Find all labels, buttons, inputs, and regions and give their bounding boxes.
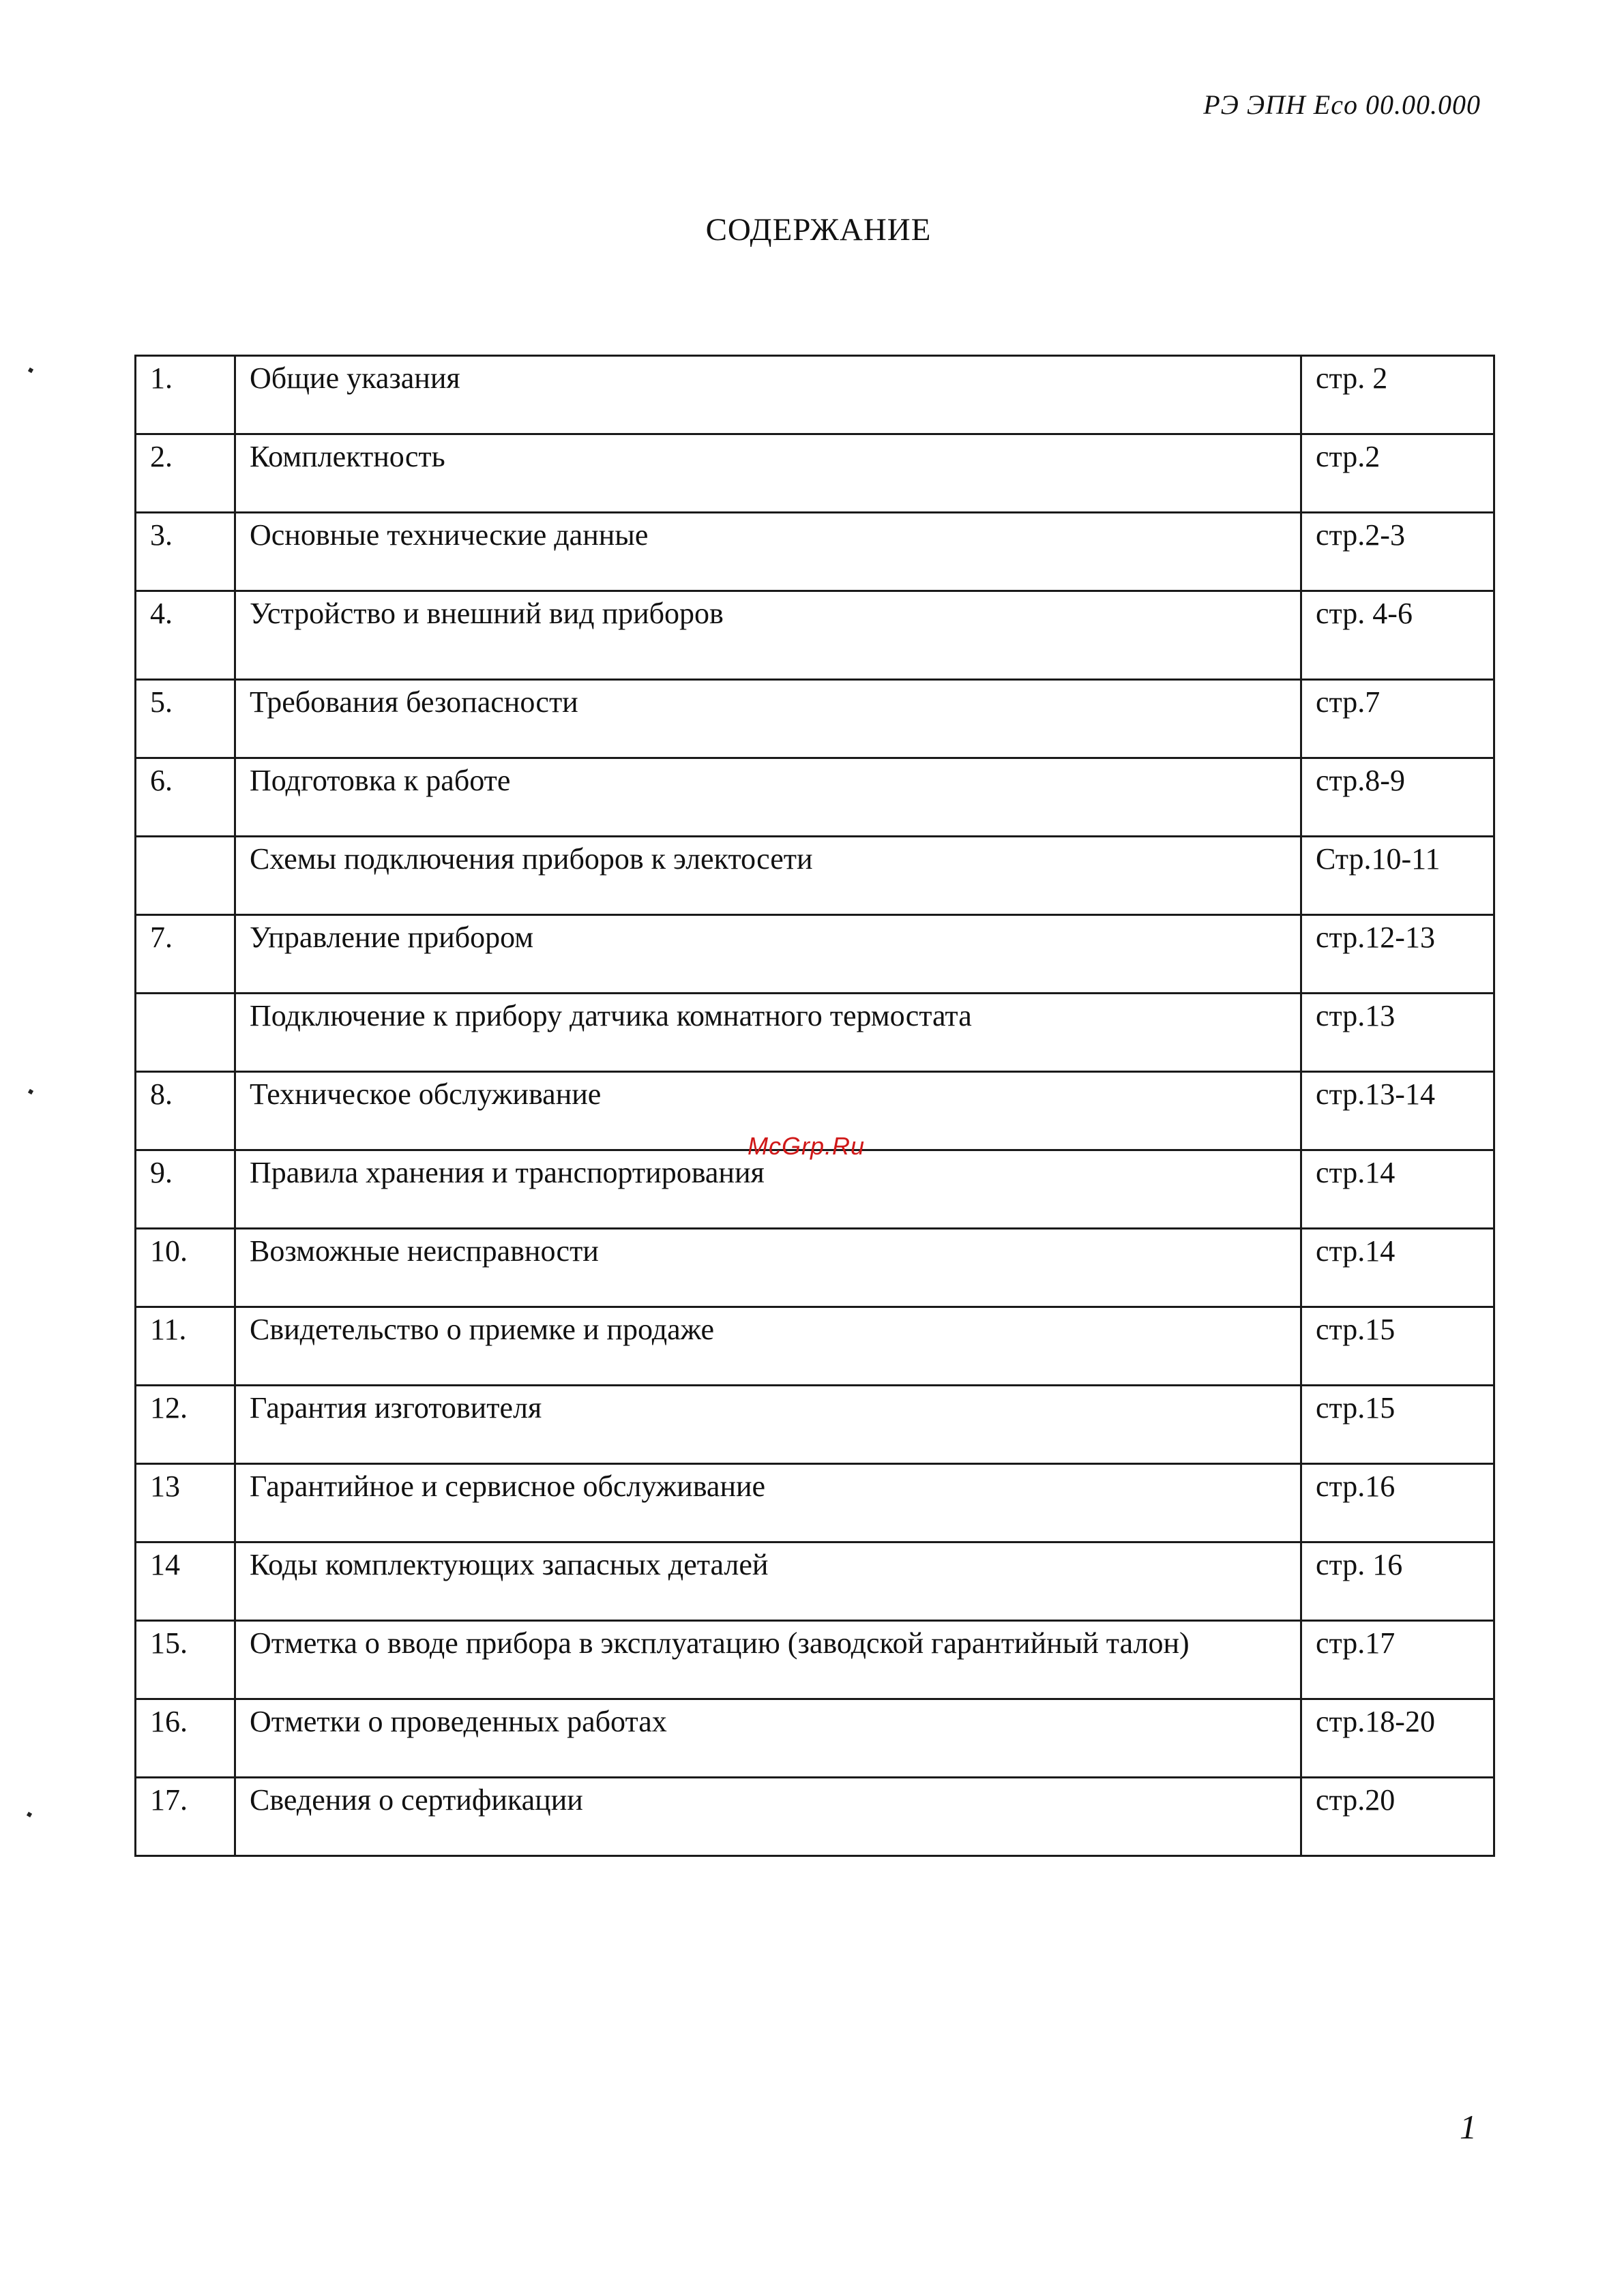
toc-row [136, 1542, 1494, 1621]
toc-number: 17. [136, 1778, 235, 1856]
toc-page: стр.13-14 [1301, 1072, 1494, 1150]
toc-number: 10. [136, 1229, 235, 1307]
toc-page: стр.14 [1301, 1229, 1494, 1307]
toc-page: стр.2 [1301, 434, 1494, 513]
scan-artifact [28, 368, 33, 373]
toc-title: Возможные неисправности [235, 1229, 1301, 1307]
toc-row [136, 1150, 1494, 1229]
toc-row [136, 513, 1494, 591]
toc-title: Устройство и внешний вид приборов [235, 591, 1301, 680]
toc-number: 1. [136, 356, 235, 434]
toc-page: стр.12-13 [1301, 915, 1494, 994]
toc-number: 5. [136, 680, 235, 758]
toc-page: стр. 4-6 [1301, 591, 1494, 680]
toc-row [136, 1229, 1494, 1307]
toc-title: Общие указания [235, 356, 1301, 434]
toc-row [136, 356, 1494, 434]
toc-page: стр.17 [1301, 1621, 1494, 1699]
toc-title: Гарантийное и сервисное обслуживание [235, 1464, 1301, 1542]
toc-title: Подготовка к работе [235, 758, 1301, 837]
toc-page: Стр.10-11 [1301, 837, 1494, 915]
toc-row [136, 1621, 1494, 1699]
toc-row [136, 1699, 1494, 1778]
toc-row [136, 1307, 1494, 1386]
toc-row [136, 1778, 1494, 1856]
toc-page: стр.16 [1301, 1464, 1494, 1542]
toc-number: 15. [136, 1621, 235, 1699]
toc-title: Подключение к прибору датчика комнатного термостата [235, 994, 1301, 1072]
toc-number: 8. [136, 1072, 235, 1150]
toc-number: 16. [136, 1699, 235, 1778]
toc-number: 4. [136, 591, 235, 680]
toc-row [136, 1464, 1494, 1542]
toc-row [136, 994, 1494, 1072]
toc-row [136, 837, 1494, 915]
toc-title: Основные технические данные [235, 513, 1301, 591]
toc-title: Требования безопасности [235, 680, 1301, 758]
toc-page: стр.20 [1301, 1778, 1494, 1856]
document-code: РЭ ЭПН Eco 00.00.000 [1203, 89, 1481, 120]
toc-title: Гарантия изготовителя [235, 1386, 1301, 1464]
toc-page: стр.13 [1301, 994, 1494, 1072]
toc-page: стр. 2 [1301, 356, 1494, 434]
toc-number: 7. [136, 915, 235, 994]
toc-row [136, 758, 1494, 837]
page-number: 1 [1460, 2108, 1477, 2146]
toc-page: стр.14 [1301, 1150, 1494, 1229]
scan-artifact [28, 1089, 33, 1094]
toc-number [136, 837, 235, 915]
toc-row [136, 1386, 1494, 1464]
toc-number: 14 [136, 1542, 235, 1621]
toc-title: Комплектность [235, 434, 1301, 513]
toc-title: Техническое обслуживание [235, 1072, 1301, 1150]
toc-number: 13 [136, 1464, 235, 1542]
toc-page: стр.18-20 [1301, 1699, 1494, 1778]
toc-page: стр. 16 [1301, 1542, 1494, 1621]
toc-page: стр.15 [1301, 1386, 1494, 1464]
toc-row [136, 591, 1494, 680]
table-of-contents [134, 355, 1495, 1857]
toc-title: Управление прибором [235, 915, 1301, 994]
toc-number: 3. [136, 513, 235, 591]
toc-page: стр.15 [1301, 1307, 1494, 1386]
toc-page: стр.2-3 [1301, 513, 1494, 591]
toc-number: 11. [136, 1307, 235, 1386]
toc-title: Правила хранения и транспортирования [235, 1150, 1301, 1229]
toc-title: Отметка о вводе прибора в эксплуатацию (заводской гарантийный талон) [235, 1621, 1301, 1699]
page-title: СОДЕРЖАНИЕ [705, 212, 932, 248]
toc-title: Коды комплектующих запасных деталей [235, 1542, 1301, 1621]
toc-number: 12. [136, 1386, 235, 1464]
watermark: McGrp.Ru [748, 1132, 866, 1160]
scan-artifact [27, 1812, 32, 1817]
toc-title: Отметки о проведенных работах [235, 1699, 1301, 1778]
toc-title: Сведения о сертификации [235, 1778, 1301, 1856]
toc-page: стр.7 [1301, 680, 1494, 758]
toc-title: Схемы подключения приборов к электосети [235, 837, 1301, 915]
toc-row [136, 915, 1494, 994]
toc-row [136, 680, 1494, 758]
toc-number: 2. [136, 434, 235, 513]
toc-title: Свидетельство о приемке и продаже [235, 1307, 1301, 1386]
toc-row [136, 434, 1494, 513]
toc-page: стр.8-9 [1301, 758, 1494, 837]
toc-number: 9. [136, 1150, 235, 1229]
toc-number [136, 994, 235, 1072]
toc-number: 6. [136, 758, 235, 837]
